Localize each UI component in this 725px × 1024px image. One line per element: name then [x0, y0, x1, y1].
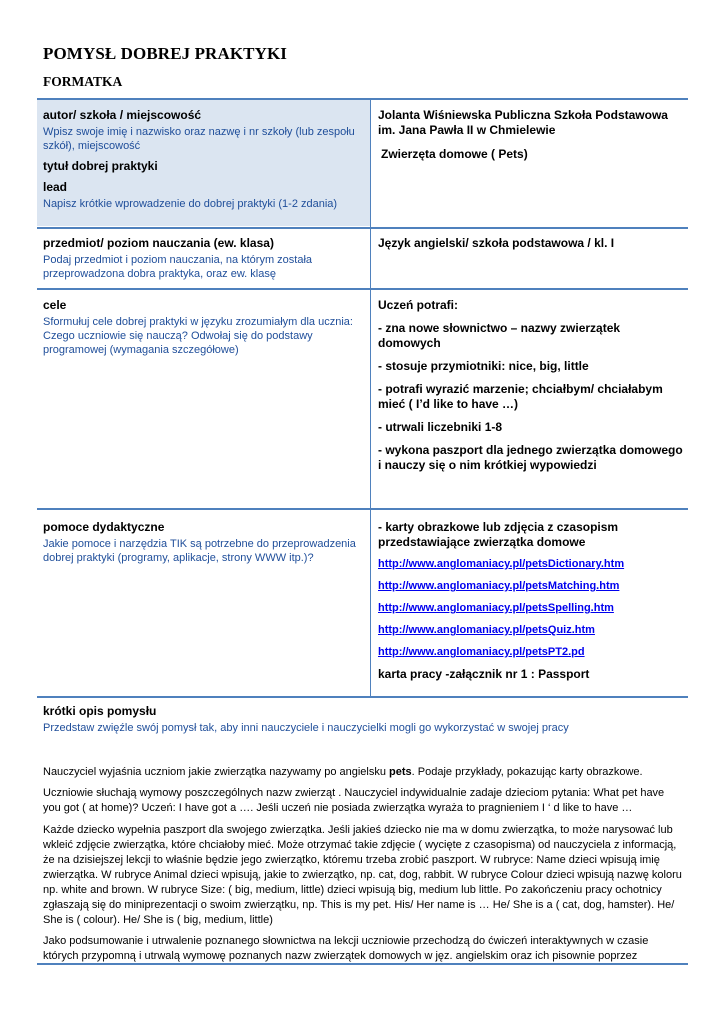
author-hint: Wpisz swoje imię i nazwisko oraz nazwę i nr szkoły (lub zespołu szkół), miejscowość [43, 126, 355, 152]
description-paragraph: Każde dziecko wypełnia paszport dla swojego zwierzątka. Jeśli jakieś dziecko nie ma w domu zwierzątka, to może narysować lub wkleić zdjęcie zwierzątka, które chciałoby mieć. Może otrzymać takie zdjęcie ( wycięte z czasopisma) od nauczyciela z informacją, że na dzisiejszej lekcji to właśnie będzie jego zwierzątko, któremu trzeba zrobić paszport. W rubryce: Name dzieci wpisują imię zwierzątka. W rubryce Animal dzieci wpisują, jakie to zwierzątko, np. cat, dog, rabbit. W rubryce Colour dzieci wpisują nazwę koloru np. white and brown. W rubryce Size: ( big, medium, little) dzieci wpisują big, medium lub little. Po zakończeniu pracy ochotnicy zgłaszają się do miniprezentacji o swoim zwierzątku, np. This is my pet. His/ Her name is … He/ She is a ( cat, dog, hamster). He/ She is ( colour). He/ She is ( big, medium, little) [43, 824, 682, 926]
paragraph-text: . Podaje przykłady, pokazując karty obrazkowe. [411, 766, 643, 778]
description-paragraph: Jako podsumowanie i utrwalenie poznanego słownictwa na lekcji uczniowie przechodzą do ćwiczeń interaktywnych w czasie których przypomną i utrwalą wymowę poznanych nazw zwierzątek domowych w jęz. angielskim oraz ich pisownie poprzez [43, 935, 649, 962]
row-subject-left [43, 236, 363, 281]
column-divider [370, 510, 371, 696]
aids-intro: - karty obrazkowe lub zdjęcia z czasopism przedstawiające zwierzątka domowe [378, 520, 619, 549]
goals-label: cele [43, 298, 67, 312]
column-divider [370, 100, 371, 227]
aids-label: pomoce dydaktyczne [43, 520, 165, 534]
description-label: krótki opis pomysłu [43, 704, 157, 718]
paragraph-bold-term: pets [389, 766, 412, 778]
page-subtitle: FORMATKA [43, 74, 123, 89]
title-label: tytuł dobrej praktyki [43, 159, 158, 173]
row-goals-right [378, 298, 683, 481]
description-paragraph: Uczniowie słuchają wymowy poszczególnych nazw zwierząt . Nauczyciel indywidualnie zadaje dzieciom pytania: What pet have you got ( at home)? Uczeń: I have got a …. Jeśli uczeń nie posiada zwierzątka wyraża to pragnieniem I ‘ d like to have … [43, 787, 665, 814]
subject-value: Język angielski/ szkoła podstawowa / kl. I [378, 236, 615, 250]
description-hint: Przedstaw zwięźle swój pomysł tak, aby inni nauczyciele i nauczycielki mogli go wykorzystać w swojej pracy [43, 722, 569, 734]
goals-intro: Uczeń potrafi: [378, 298, 459, 312]
row-aids-right [378, 520, 683, 682]
description-paragraph [43, 765, 683, 780]
author-value: Jolanta Wiśniewska Publiczna Szkoła Podstawowa [378, 108, 668, 122]
page-title: POMYSŁ DOBREJ PRAKTYKI [43, 44, 287, 63]
lead-hint: Napisz krótkie wprowadzenie do dobrej praktyki (1-2 zdania) [43, 198, 338, 210]
author-value-line2: im. Jana Pawła II w Chmielewie [378, 123, 556, 137]
resource-link[interactable]: http://www.anglomaniacy.pl/petsPT2.pd [378, 646, 585, 658]
column-divider [370, 290, 371, 508]
row-author-left [43, 108, 363, 211]
resource-link[interactable]: http://www.anglomaniacy.pl/petsMatching.htm [378, 580, 620, 592]
row-goals-left [43, 298, 363, 357]
attachment-note: karta pracy -załącznik nr 1 : Passport [378, 667, 590, 681]
row-author-right [378, 108, 683, 162]
goal-item: - utrwali liczebniki 1-8 [378, 420, 503, 434]
aids-hint: Jakie pomoce i narzędzia TIK są potrzebne do przeprowadzenia dobrej praktyki (programy, aplikacje, strony WWW itp.)? [43, 538, 356, 564]
table-rule [37, 696, 688, 698]
author-label: autor/ szkoła / miejscowość [43, 108, 202, 122]
goals-hint: Sformułuj cele dobrej praktyki w języku zrozumiałym dla ucznia: Czego uczniowie się nauczą? Odwołaj się do podstawy programowej (wymagania szczegółowe) [43, 316, 353, 356]
table-rule [37, 288, 688, 290]
table-rule [37, 508, 688, 510]
resource-link[interactable]: http://www.anglomaniacy.pl/petsDictionary.htm [378, 558, 625, 570]
subject-hint: Podaj przedmiot i poziom nauczania, na którym została przeprowadzona dobra praktyka, oraz ew. klasę [43, 254, 313, 280]
table-rule [37, 98, 688, 100]
goal-item: - zna nowe słownictwo – nazwy zwierzątek domowych [378, 321, 621, 350]
resource-link[interactable]: http://www.anglomaniacy.pl/petsSpelling.htm [378, 602, 614, 614]
row-subject-right [378, 236, 683, 251]
resource-link[interactable]: http://www.anglomaniacy.pl/petsQuiz.htm [378, 624, 595, 636]
lead-label: lead [43, 180, 68, 194]
practice-title-value: Zwierzęta domowe ( Pets) [381, 147, 528, 161]
goal-item: - stosuje przymiotniki: nice, big, little [378, 359, 589, 373]
table-rule [37, 227, 688, 229]
goal-item: - potrafi wyrazić marzenie; chciałbym/ chciałabym mieć ( I’d like to have …) [378, 382, 663, 411]
row-description-header [43, 704, 683, 735]
column-divider [370, 229, 371, 288]
paragraph-text: Nauczyciel wyjaśnia uczniom jakie zwierzątka nazywamy po angielsku [43, 766, 390, 778]
goal-item: - wykona paszport dla jednego zwierzątka domowego i nauczy się o nim krótkiej wypowiedzi [378, 443, 683, 472]
subject-label: przedmiot/ poziom nauczania (ew. klasa) [43, 236, 274, 250]
row-aids-left [43, 520, 363, 565]
